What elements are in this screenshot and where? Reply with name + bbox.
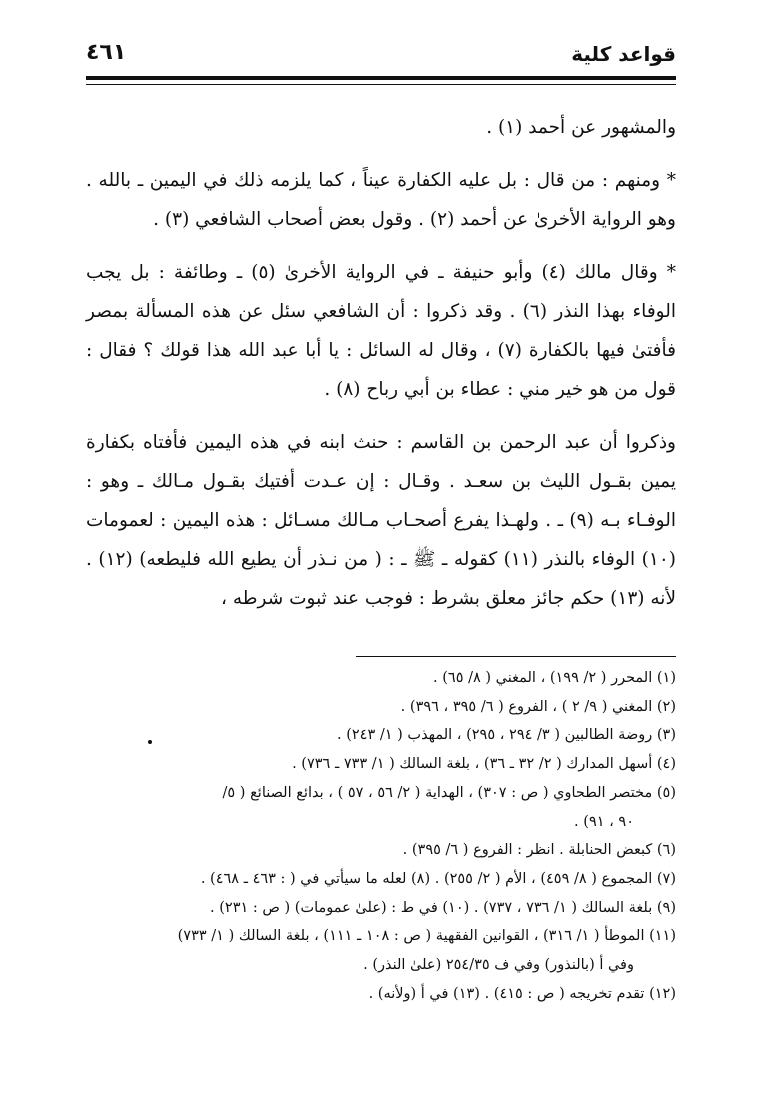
page-number: ٤٦١ <box>86 40 127 65</box>
footnote: (١١) الموطأ ( ١/ ٣١٦) ، القوانين الفقهية ( ص : ١٠٨ ـ ١١١) ، بلغة السالك ( ١/ ٧٣٣) <box>177 928 676 945</box>
footnote: (٢) المغني ( ٩/ ٢ ) ، الفروع ( ٦/ ٣٩٥ ، ٣٩٦) . <box>400 698 676 715</box>
footnote-continuation: ٩٠ ، ٩١) . <box>574 813 634 830</box>
footnote: (٩) بلغة السالك ( ١/ ٧٣٦ ، ٧٣٧) . (١٠) في ط : (علىٰ عمومات) ( ص : ٢٣١) . <box>210 899 676 916</box>
running-title: قواعد كلية <box>571 42 676 66</box>
footnote: (٦) كبعض الحنابلة . انظر : الفروع ( ٦/ ٣٩٥) . <box>402 842 676 859</box>
header-rule-thin <box>86 84 676 85</box>
footnote: (٧) المجموع ( ٨/ ٤٥٩) ، الأم ( ٢/ ٢٥٥) . (٨) لعله ما سيأتي في ( : ٤٦٣ ـ ٤٦٨) . <box>200 870 676 887</box>
main-text <box>86 108 676 632</box>
paragraph: * ومنهم : من قال : بل عليه الكفارة عيناً ، كما يلزمه ذلك في اليمين ـ بالله . وهو الرواية الأخرىٰ عن أحمد (٢) . وقول بعض أصحاب الشافعي (٣) . <box>86 170 676 230</box>
paragraph: والمشهور عن أحمد (١) . <box>486 117 676 138</box>
paragraph: وذكروا أن عبد الرحمن بن القاسم : حنث ابنه في هذه اليمين فأفتاه بكفارة يمين بقـول الليث بن سعـد . وقـال : إن عـدت أفتيك بقـول مـالك ـ وهو : الوفـاء بـه (٩) ـ . ولهـذا يفرع أصحـاب مـالك مسـائل : هذه اليمين : لعمومات (١٠) الوفاء بالنذر (١١) كقوله ـ ﷺ ـ : ( من نـذر أن يطيع الله فليطعه) (١٢) . لأنه (١٣) حكم جائز معلق بشرط : فوجب عند ثبوت شرطه ، <box>86 432 676 609</box>
footnote: (٤) أسهل المدارك ( ٢/ ٣٢ ـ ٣٦) ، بلغة السالك ( ١/ ٧٣٣ ـ ٧٣٦) . <box>292 756 676 773</box>
footnote: (٣) روضة الطالبين ( ٣/ ٢٩٤ ، ٢٩٥) ، المهذب ( ١/ ٢٤٣) . <box>336 727 676 744</box>
paragraph: * وقال مالك (٤) وأبو حنيفة ـ في الرواية الأخرىٰ (٥) ـ وطائفة : بل يجب الوفاء بهذا النذر (٦) . وقد ذكروا : أن الشافعي سئل عن هذه المسألة بمصر فأفتىٰ فيها بالكفارة (٧) ، وقال له السائل : يا أبا عبد الله هذا قولك ؟ فقال : قول من هو خير مني : عطاء بن أبي رباح (٨) . <box>86 262 676 400</box>
footnote-separator <box>356 656 676 657</box>
footnote: (١) المحرر ( ٢/ ١٩٩) ، المغني ( ٨/ ٦٥) . <box>433 670 676 686</box>
footnotes <box>86 664 676 1008</box>
footnote: (٥) مختصر الطحاوي ( ص : ٣٠٧) ، الهداية ( ٢/ ٥٦ ، ٥٧ ) ، بدائع الصنائع ( ٥/ <box>222 784 676 801</box>
page-header <box>86 40 676 72</box>
header-rule-thick <box>86 76 676 80</box>
footnote-continuation: وفي أ (بالنذور) وفي ف ٢٥٤/٣٥ (علىٰ النذر) . <box>363 957 634 974</box>
footnote: (١٢) تقدم تخريجه ( ص : ٤١٥) . (١٣) في أ (ولأنه) . <box>368 985 676 1002</box>
